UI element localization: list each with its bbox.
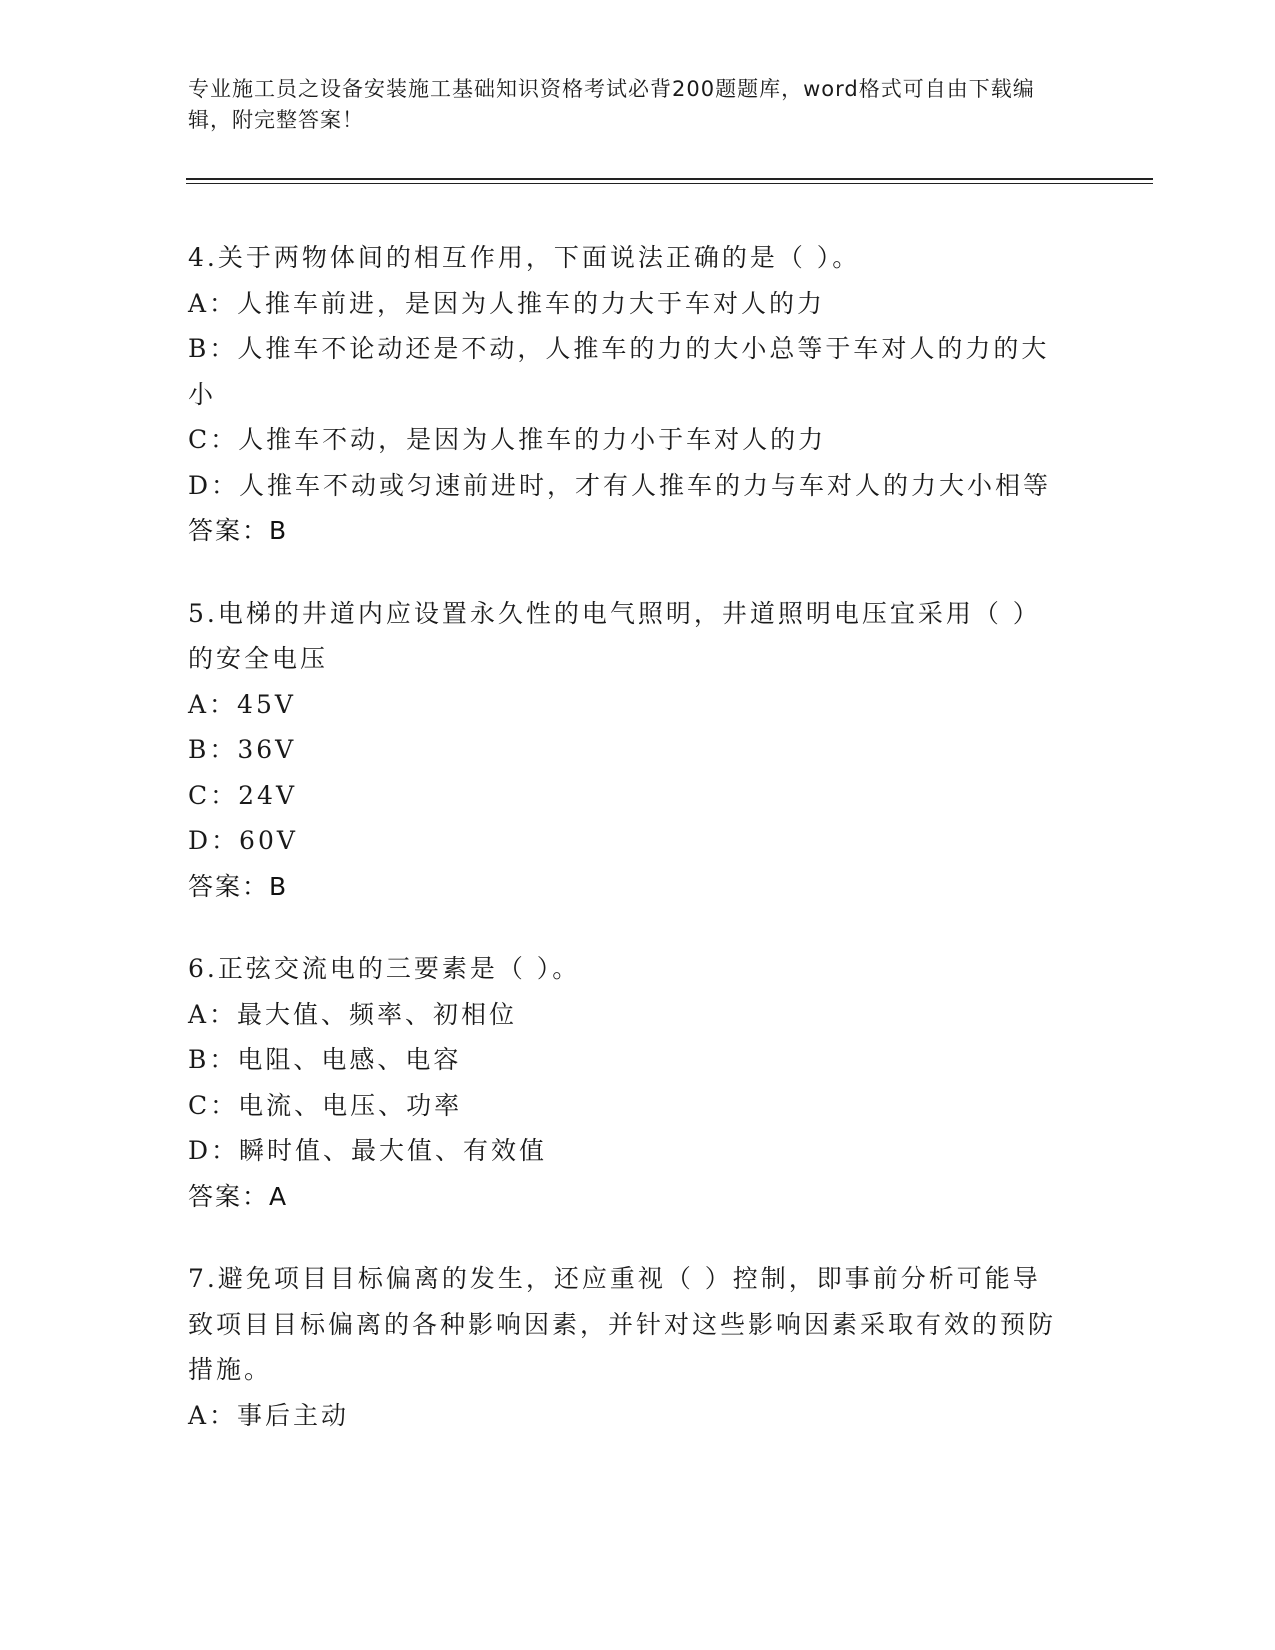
option-b: B：36V: [188, 735, 297, 764]
option-b: B：人推车不论动还是不动，人推车的力的大小总等于车对人的力的大小: [188, 334, 1050, 409]
option-d: D：60V: [188, 826, 298, 855]
option-a: A：最大值、频率、初相位: [188, 999, 518, 1029]
option-a: A：事后主动: [188, 1400, 350, 1430]
option-c: C：人推车不动，是因为人推车的力小于车对人的力: [188, 425, 827, 454]
question-stem: 6.正弦交流电的三要素是（ ）。: [188, 954, 581, 983]
answer-label: 答案：A: [188, 1181, 289, 1211]
document-header: 专业施工员之设备安装施工基础知识资格考试必背200题题库，word格式可自由下载编辑，附完整答案！: [188, 77, 1035, 132]
option-a: A：人推车前进，是因为人推车的力大于车对人的力: [188, 288, 826, 318]
answer-label: 答案：B: [188, 516, 289, 545]
option-d: D：瞬时值、最大值、有效值: [188, 1136, 548, 1165]
question-5: [188, 591, 1068, 910]
option-b: B：电阻、电感、电容: [188, 1045, 462, 1074]
option-c: C：电流、电压、功率: [188, 1090, 463, 1120]
question-stem: 7.避免项目目标偏离的发生，还应重视（ ）控制，即事前分析可能导致项目目标偏离的各种影响因素，并针对这些影响因素采取有效的预防措施。: [188, 1264, 1057, 1384]
question-4: [188, 235, 1068, 554]
answer-label: 答案：B: [188, 871, 289, 901]
option-c: C：24V: [188, 780, 297, 810]
option-d: D：人推车不动或匀速前进时，才有人推车的力与车对人的力大小相等: [188, 470, 1052, 500]
question-list: [188, 235, 1068, 1475]
question-stem: 5.电梯的井道内应设置永久性的电气照明，井道照明电压宜采用（ ）的安全电压: [188, 598, 1041, 673]
question-7: [188, 1256, 1068, 1438]
option-a: A：45V: [188, 689, 296, 719]
header-divider-thin: [186, 183, 1153, 184]
header-divider: [186, 178, 1153, 180]
question-stem: 4.关于两物体间的相互作用，下面说法正确的是（ ）。: [188, 243, 861, 272]
question-6: [188, 946, 1068, 1219]
